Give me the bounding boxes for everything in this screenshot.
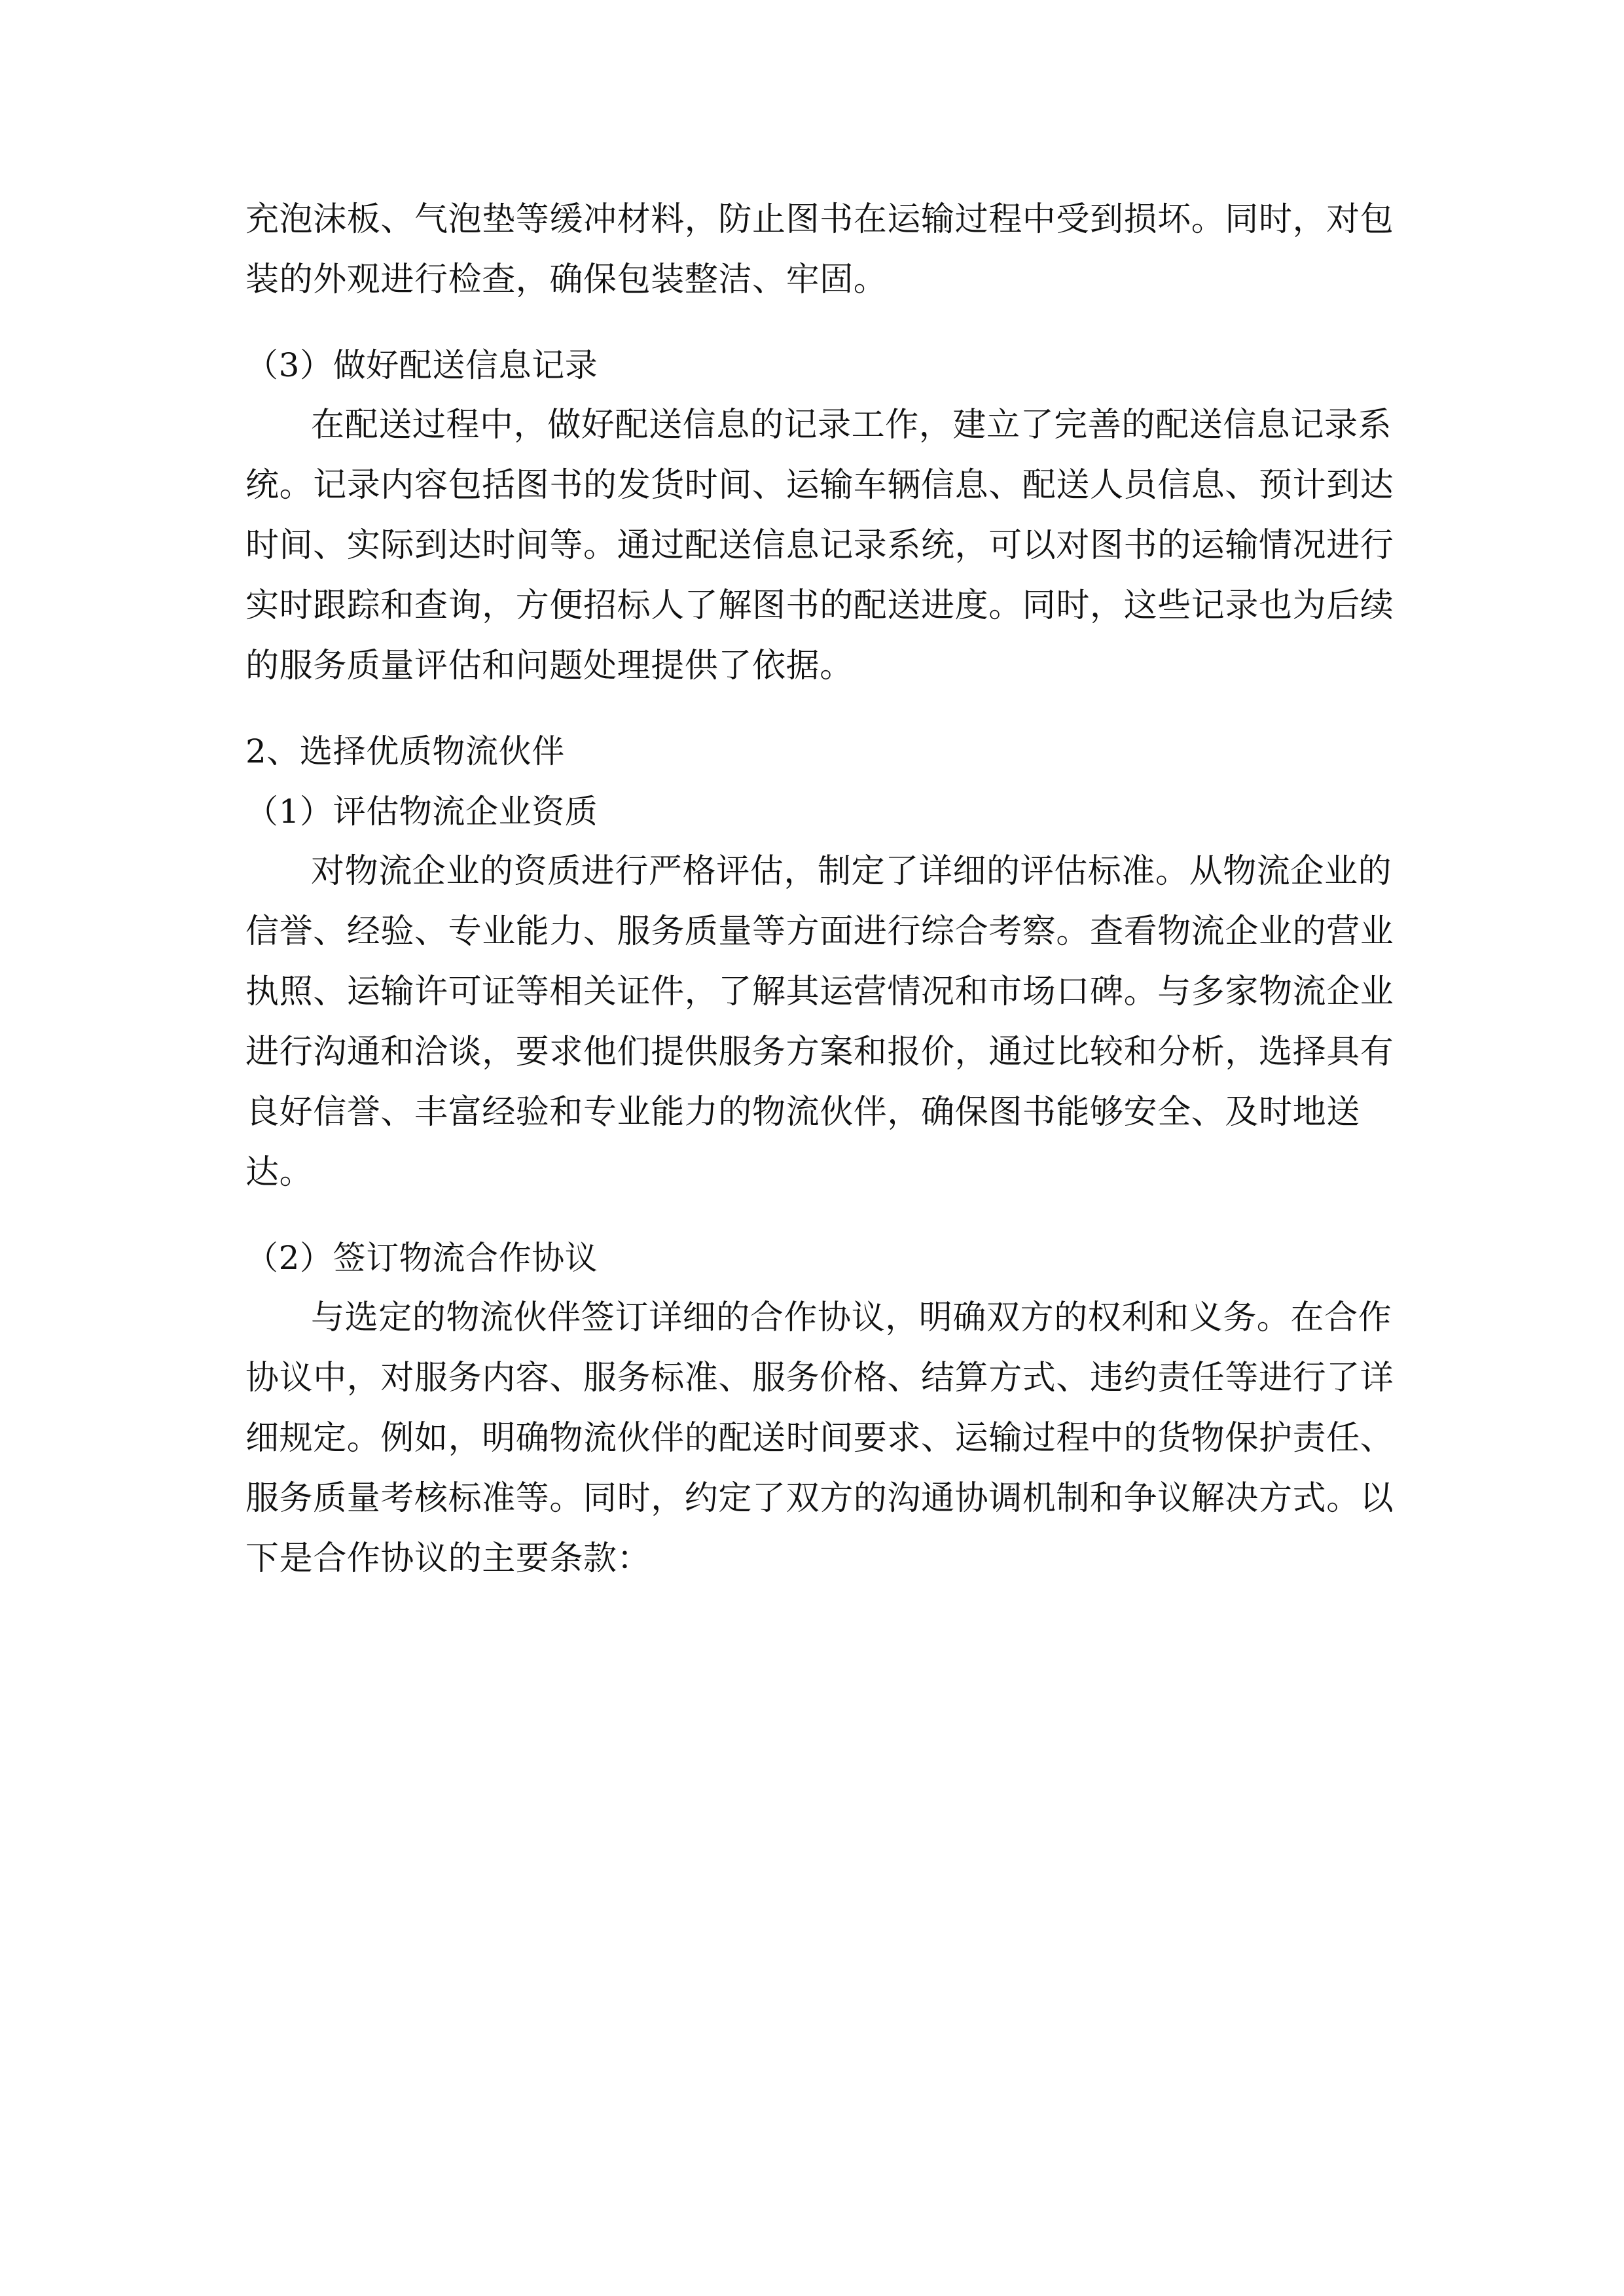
- body-line: 下是合作协议的主要条款：: [245, 1539, 651, 1578]
- body-line: 与选定的物流伙伴签订详细的合作协议，明确双方的权利和义务。在合作: [311, 1299, 1392, 1337]
- section-heading-3: （3）做好配送信息记录: [245, 346, 598, 384]
- body-line: 的服务质量评估和问题处理提供了依据。: [245, 647, 854, 685]
- body-line: 装的外观进行检查，确保包装整洁、牢固。: [245, 260, 888, 299]
- body-line: 执照、运输许可证等相关证件，了解其运营情况和市场口碑。与多家物流企业: [245, 973, 1394, 1011]
- body-line: 协议中，对服务内容、服务标准、服务价格、结算方式、违约责任等进行了详: [245, 1359, 1394, 1397]
- body-line: 时间、实际到达时间等。通过配送信息记录系统，可以对图书的运输情况进行: [245, 526, 1394, 565]
- body-line: 实时跟踪和查询，方便招标人了解图书的配送进度。同时，这些记录也为后续: [245, 586, 1394, 625]
- body-line: 进行沟通和洽谈，要求他们提供服务方案和报价，通过比较和分析，选择具有: [245, 1033, 1394, 1071]
- body-line: 细规定。例如，明确物流伙伴的配送时间要求、运输过程中的货物保护责任、: [245, 1419, 1394, 1458]
- section-heading-2: 2、选择优质物流伙伴: [245, 732, 565, 770]
- body-line: 在配送过程中，做好配送信息的记录工作，建立了完善的配送信息记录系: [311, 406, 1392, 444]
- subsection-heading-1: （1）评估物流企业资质: [245, 793, 598, 831]
- body-line: 达。: [245, 1153, 314, 1192]
- body-line: 服务质量考核标准等。同时，约定了双方的沟通协调机制和争议解决方式。以: [245, 1479, 1394, 1518]
- subsection-heading-2: （2）签订物流合作协议: [245, 1239, 598, 1277]
- body-line: 信誉、经验、专业能力、服务质量等方面进行综合考察。查看物流企业的营业: [245, 912, 1394, 951]
- body-line: 统。记录内容包括图书的发货时间、运输车辆信息、配送人员信息、预计到达: [245, 466, 1394, 505]
- body-line: 充泡沫板、气泡垫等缓冲材料，防止图书在运输过程中受到损坏。同时，对包: [245, 200, 1394, 239]
- body-line: 良好信誉、丰富经验和专业能力的物流伙伴，确保图书能够安全、及时地送: [245, 1093, 1360, 1132]
- body-line: 对物流企业的资质进行严格评估，制定了详细的评估标准。从物流企业的: [311, 852, 1392, 891]
